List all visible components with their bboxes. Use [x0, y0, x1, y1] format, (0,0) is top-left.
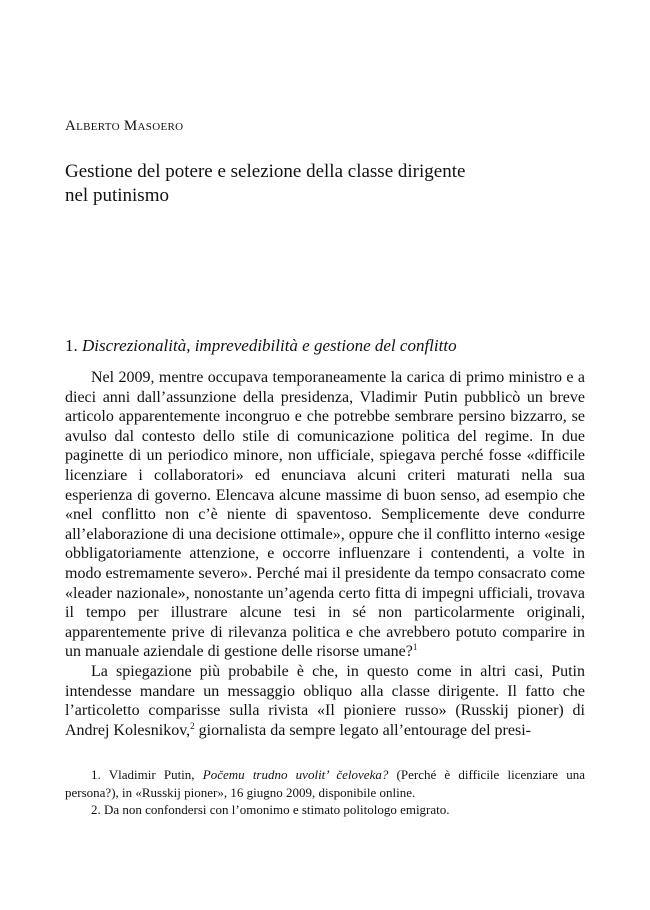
- chapter-title: [65, 160, 585, 208]
- chapter-title-line-1: Gestione del potere e selezione della classe dirigente: [65, 161, 466, 182]
- section-number: 1.: [65, 336, 78, 355]
- paragraph-text: giornalista da sempre legato all’entourage del presi-: [194, 721, 531, 739]
- paragraph: [65, 368, 585, 662]
- footnotes: [65, 766, 585, 819]
- section-heading: [65, 335, 585, 357]
- paragraph: [65, 662, 585, 740]
- author-name: Alberto Masoero: [65, 118, 184, 134]
- footnote-text: (Perché è difficile licenziare una persona?), in «Russkij pioner», 16 giugno 2009, disponibile online.: [65, 767, 585, 800]
- footnote-ref: 2: [190, 720, 195, 731]
- paragraph-text: La spiegazione più probabile è che, in questo come in altri casi, Putin intendesse mandare un messaggio obliquo alla classe dirigente. Il fatto che l’articoletto comparisse sulla rivista «Il pioniere russo» (Russkij pioner) di Andrej Kolesnikov,: [65, 662, 585, 739]
- footnote-text: 1. Vladimir Putin,: [91, 767, 203, 782]
- section-heading-text: Discrezionalità, imprevedibilità e gestione del conflitto: [82, 336, 457, 355]
- footnote-1: [65, 766, 585, 801]
- body-text: [65, 368, 585, 740]
- footnote-2: 2. Da non confondersi con l’omonimo e stimato politologo emigrato.: [91, 802, 450, 818]
- paragraph-text: Nel 2009, mentre occupava temporaneamente la carica di primo ministro e a dieci anni dall’assunzione della presidenza, Vladimir Putin pubblicò un breve articolo apparentemente incongruo e che potrebbe sembrare persino bizzarro, se avulso dal contesto dello stile di comunicazione politica del regime. In due paginette di un periodico minore, non ufficiale, spiegava perché fosse «difficile licenziare i collaboratori» ed enunciava alcuni criteri maturati nella sua esperienza di governo. Elencava alcune massime di buon senso, ad esempio che «nel conflitto non c’è niente di spaventoso. Semplicemente deve condurre all’elaborazione di una decisione ottimale», oppure che il conflitto interno «esige obbligatoriamente attenzione, e occorre influenzare i contendenti, a volte in modo estremamente severo». Perché mai il presidente da tempo consacrato come «leader nazionale», nonostante un’agenda certo fitta di impegni ufficiali, trovava il tempo per illustrare alcune tesi in sé non particolarmente originali, apparentemente prive di rilevanza politica e che avrebbero potuto comparire in un manuale aziendale di gestione delle risorse umane?: [65, 369, 585, 661]
- footnote-cited-title: Počemu trudno uvolit’ čeloveka?: [202, 767, 389, 782]
- footnote-ref: 1: [412, 642, 418, 653]
- chapter-title-line-2: nel putinismo: [65, 185, 169, 206]
